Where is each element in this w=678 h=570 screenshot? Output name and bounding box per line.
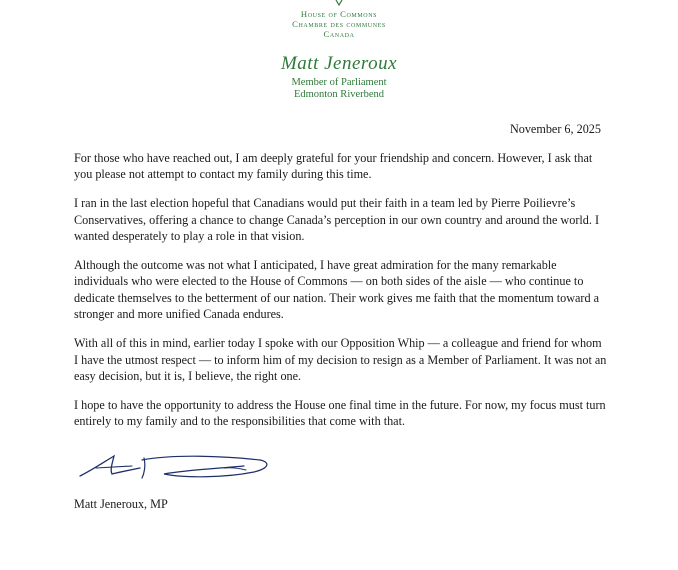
paragraph: With all of this in mind, earlier today I spoke with our Opposition Whip — a colleague and friend for whom I have the utmost respect — to inform him of my decision to resign as a Member of Parliament. It was not an easy decision, but it is, I believe, the right one. xyxy=(74,336,607,383)
paragraph: I hope to have the opportunity to address the House one final time in the future. For now, my focus must turn entirely to my family and to the responsibilities that come with that. xyxy=(74,397,606,429)
mace-crest-icon xyxy=(334,0,344,6)
country-name: Canada xyxy=(323,29,355,39)
handwritten-signature xyxy=(74,448,274,488)
house-name-fr: Chambre des communes xyxy=(292,19,386,29)
mp-riding: Edmonton Riverbend xyxy=(293,89,385,100)
letter-date: November 6, 2025 xyxy=(509,122,601,136)
paragraph: For those who have reached out, I am deeply grateful for your friendship and concern. However, I ask that you please not attempt to contact my family during this time. xyxy=(74,151,593,182)
paragraph: I ran in the last election hopeful that Canadians would put their faith in a team led by Pierre Poilievre’s Conservatives, offering a chance to change Canada’s perception in our own country and around the world. I wanted desperately to play a role in that vision. xyxy=(74,196,600,244)
signoff-name: Matt Jeneroux, MP xyxy=(74,497,168,511)
house-name-en: House of Commons xyxy=(300,9,378,19)
letter-body xyxy=(74,150,608,442)
mp-title: Member of Parliament xyxy=(291,77,387,88)
mp-name: Matt Jeneroux xyxy=(280,53,398,74)
paragraph: Although the outcome was not what I anticipated, I have great admiration for the many remarkable individuals who were elected to the House of Commons — on both sides of the aisle — who continue to dedicate themselves to the betterment of our nation. Their work gives me faith that the momentum toward a stronger and more unified Canada endures. xyxy=(74,258,600,322)
